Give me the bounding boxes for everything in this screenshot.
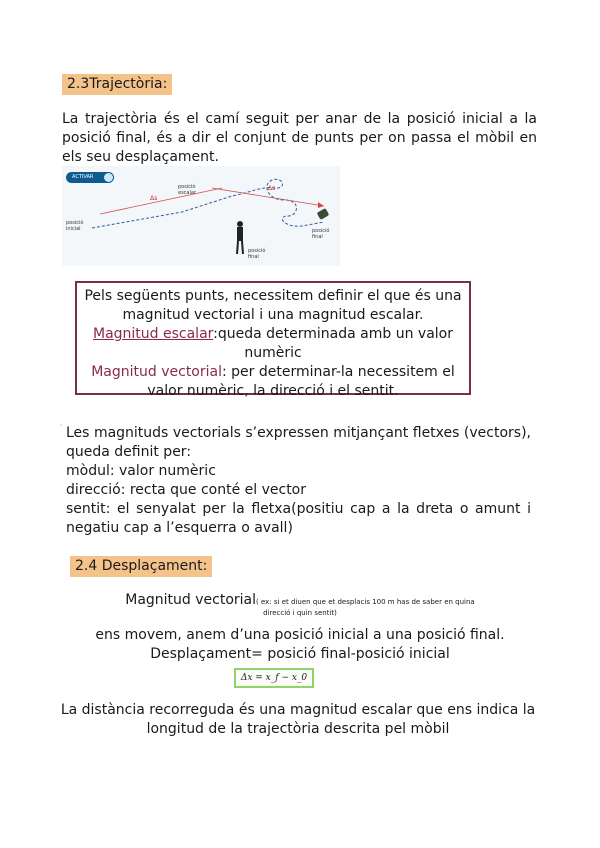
section-title-desplacament: 2.4 Desplaçament: bbox=[70, 556, 212, 577]
arrow-head bbox=[318, 202, 324, 208]
trajectory-definition bbox=[62, 110, 537, 167]
vector-term: Magnitud vectorial bbox=[91, 364, 222, 380]
vectors-line-4: direcció: recta que conté el vector bbox=[66, 482, 307, 498]
vector-definition bbox=[77, 363, 469, 382]
car-icon bbox=[317, 208, 330, 220]
vectors-line-1: Les magnituds vectorials s’expressen mitjançant fletxes (vectors), bbox=[66, 425, 531, 441]
distance-line-2: longitud de la trajectòria descrita pel mòbil bbox=[146, 721, 450, 737]
person-leg-left bbox=[237, 241, 238, 254]
label-posicio-inicial: posició inicial bbox=[66, 220, 84, 232]
section-title-trajectoria: 2.3Trajectòria: bbox=[62, 74, 172, 95]
stray-mark: · bbox=[60, 421, 63, 430]
trajectory-illustration bbox=[62, 166, 340, 266]
vectors-line-6: negatiu cap a l’esquerra o avall) bbox=[66, 520, 293, 536]
vector-definition-2: valor numèric, la direcció i el sentit. bbox=[147, 383, 399, 399]
label-posicio-final: posició final bbox=[248, 248, 266, 260]
displacement-arrow-1 bbox=[100, 188, 222, 214]
displacement-formula: Δx = x_f − x_0 bbox=[234, 668, 314, 688]
displacement-text: Desplaçament= posició final-posició inicial bbox=[150, 646, 450, 662]
mv-example-2: direcció i quin sentit) bbox=[263, 609, 337, 617]
scalar-def-text: :queda determinada amb un valor bbox=[213, 326, 453, 342]
movement-text: ens movem, anem d’una posició inicial a una posició final. bbox=[95, 627, 505, 643]
definitions-box bbox=[75, 281, 471, 399]
delta-label-1: Δs bbox=[150, 195, 158, 202]
activate-button-label: ACTIVAR bbox=[72, 174, 94, 180]
trajectory-path bbox=[92, 179, 324, 228]
vector-magnitude-note bbox=[70, 591, 530, 618]
delta-label-2: Δs bbox=[268, 185, 276, 192]
definitions-intro: Pels següents punts, necessitem definir el que és una bbox=[84, 288, 462, 304]
trajectory-drawing bbox=[62, 166, 340, 266]
distance-paragraph bbox=[58, 701, 538, 739]
vectors-line-3: mòdul: valor numèric bbox=[66, 463, 216, 479]
person-leg-right bbox=[242, 241, 243, 254]
intro-line-2: posició final, és a dir el conjunt de punts per on passa el mòbil en bbox=[62, 130, 537, 146]
scalar-definition-2: numèric bbox=[244, 345, 302, 361]
vector-def-text: : per determinar-la necessitem el bbox=[222, 364, 455, 380]
scalar-definition bbox=[77, 325, 469, 344]
person-head-icon bbox=[237, 221, 243, 227]
vectors-line-2: queda definit per: bbox=[66, 444, 192, 460]
intro-line-3: els seu desplaçament. bbox=[62, 149, 219, 165]
scalar-term: Magnitud escalar bbox=[92, 326, 214, 342]
definitions-intro-2: magnitud vectorial i una magnitud escalar. bbox=[122, 307, 424, 323]
vectors-line-5: sentit: el senyalat per la fletxa(positiu cap a la dreta o amunt i bbox=[66, 501, 531, 517]
mv-example: ( ex: si et diuen que et desplacis 100 m has de saber en quina bbox=[256, 598, 475, 606]
label-posicio-escalar: posició escalar bbox=[178, 184, 197, 196]
person-body-icon bbox=[237, 227, 243, 241]
distance-line-1: La distància recorreguda és una magnitud escalar que ens indica la bbox=[60, 702, 536, 718]
intro-line-1: La trajectòria és el camí seguit per anar de la posició inicial a la bbox=[62, 111, 537, 127]
label-posicio-final-2: posició final bbox=[312, 228, 330, 240]
mv-term: Magnitud vectorial bbox=[125, 592, 257, 608]
vectors-paragraph bbox=[66, 424, 531, 538]
